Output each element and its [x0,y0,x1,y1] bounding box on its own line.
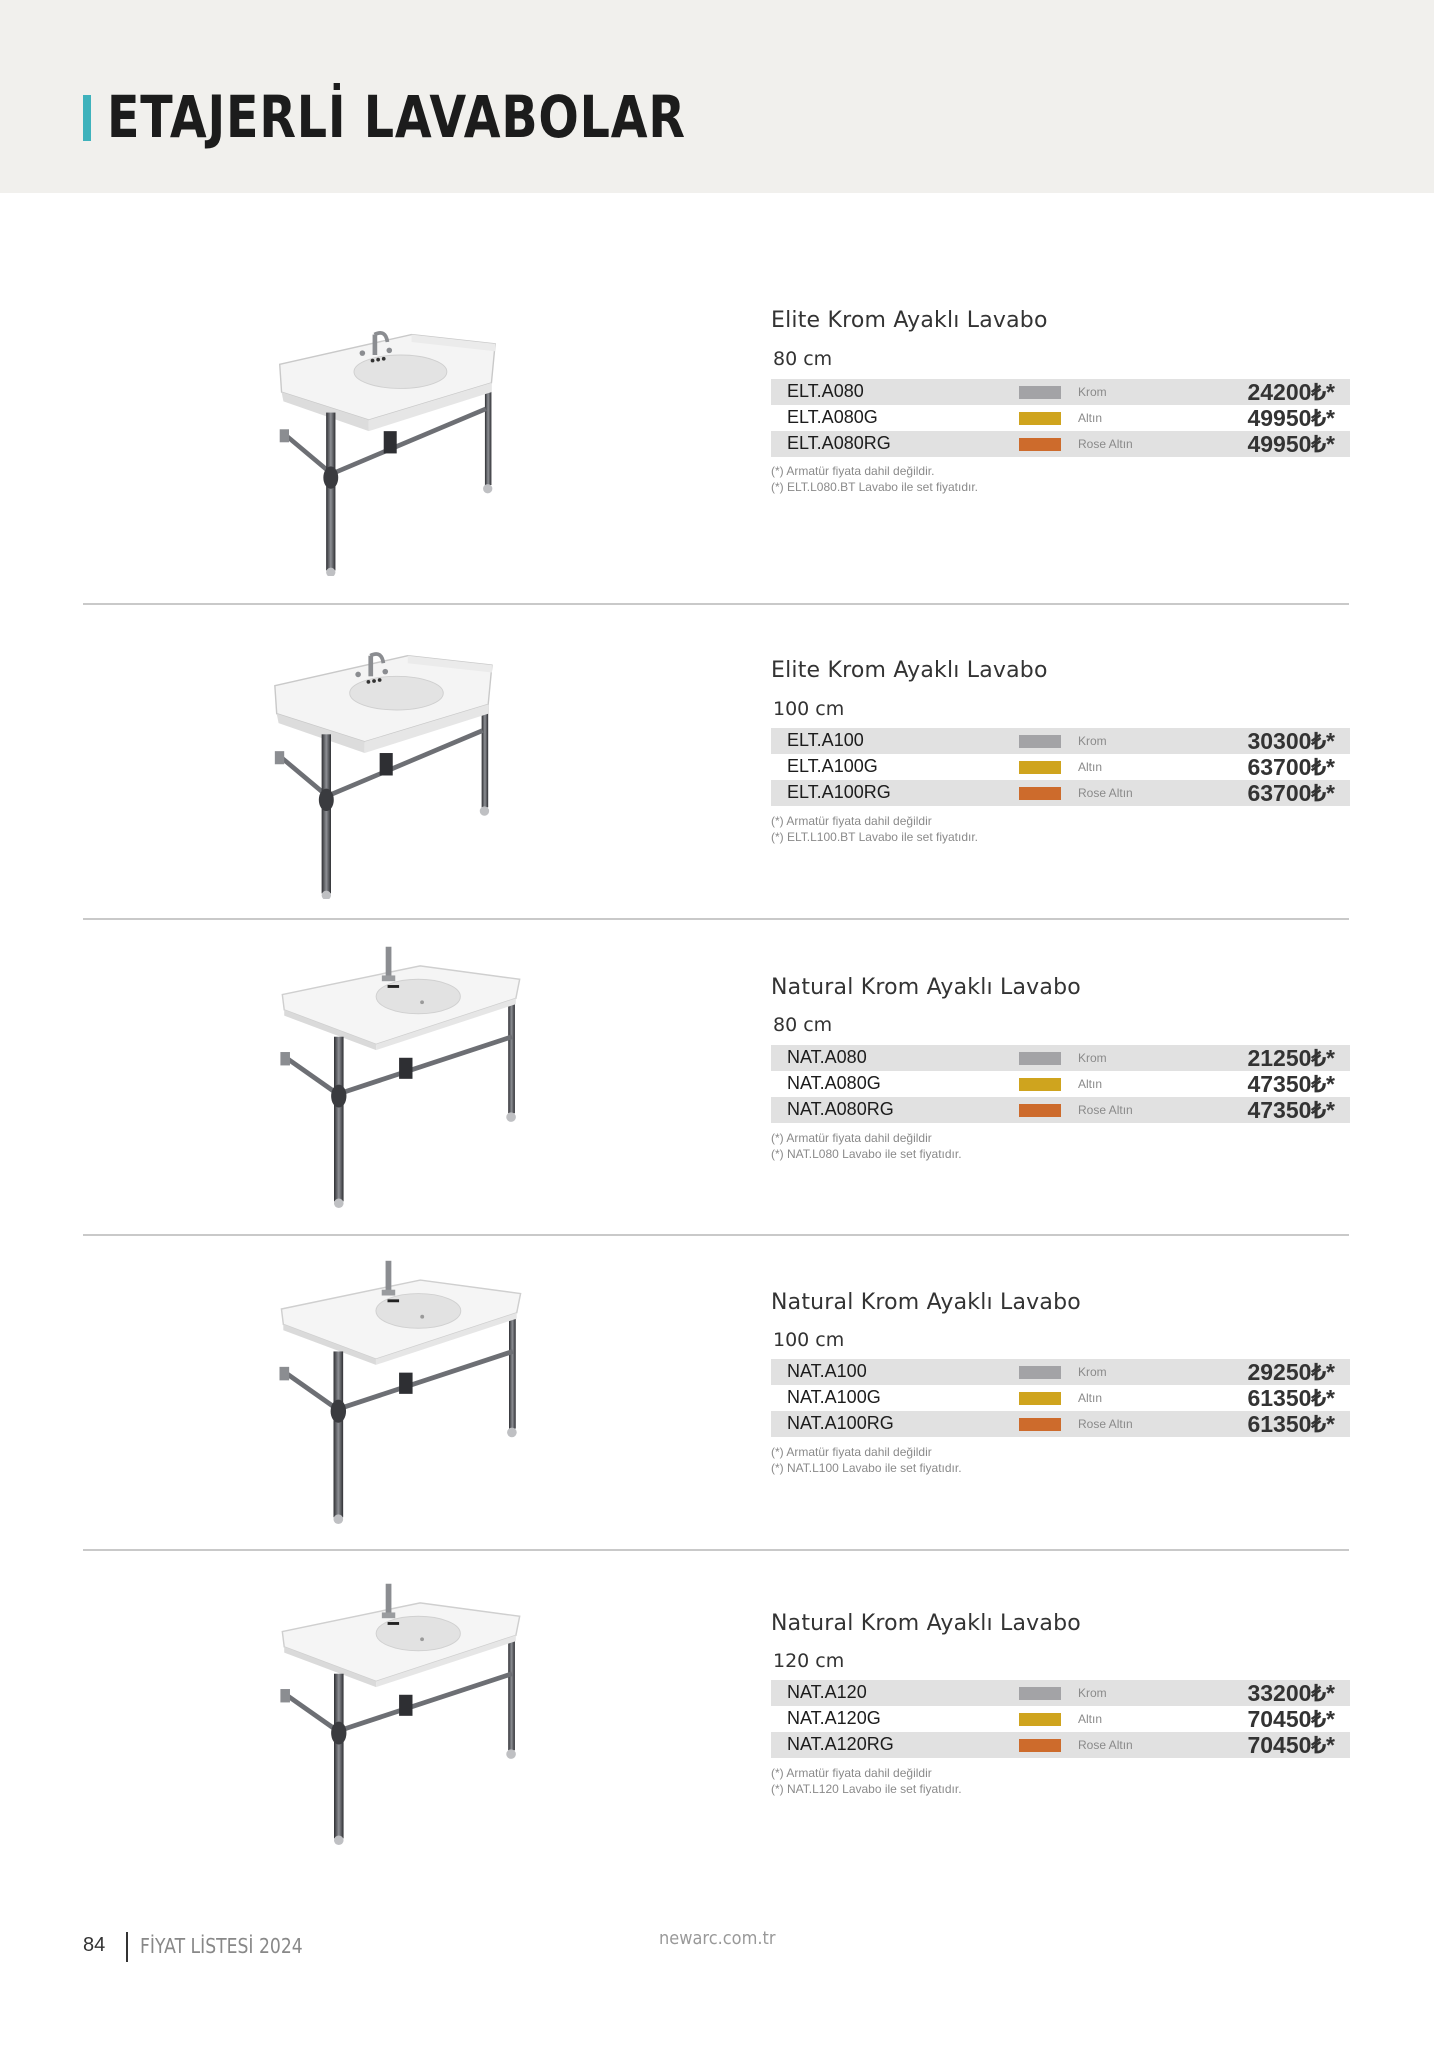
product-name: Natural Krom Ayaklı Lavabo [771,975,1081,1000]
price: 30300₺* [1247,728,1335,754]
product-code: ELT.A080 [787,381,864,401]
altin-swatch [1019,1078,1061,1091]
altin-swatch [1019,412,1061,425]
section-divider [83,1234,1349,1236]
product-code: ELT.A080RG [787,433,891,453]
price-row [771,1732,1350,1758]
natural-basin-icon [268,941,534,1209]
product-code: NAT.A100G [787,1387,881,1407]
price-row [771,1680,1350,1706]
footnotes [771,1444,962,1476]
price: 33200₺* [1247,1680,1335,1706]
header-band [0,0,1434,193]
rose-swatch [1019,1418,1061,1431]
krom-swatch [1019,386,1061,399]
color-name: Rose Altın [1078,1103,1133,1117]
color-name: Krom [1078,385,1107,399]
footnote: (*) NAT.L120 Lavabo ile set fiyatıdır. [771,1782,962,1796]
color-name: Altın [1078,1391,1103,1405]
price-row [771,1411,1350,1437]
color-name: Rose Altın [1078,1738,1133,1752]
page-number: 84 [83,1934,106,1956]
footer-website: newarc.com.tr [659,1928,776,1949]
price-row [771,1097,1350,1123]
product-size: 120 cm [773,1650,845,1672]
product-name: Natural Krom Ayaklı Lavabo [771,1290,1081,1315]
footer-divider [126,1932,128,1962]
product-code: ELT.A100 [787,730,864,750]
color-name: Krom [1078,1365,1107,1379]
price: 49950₺* [1247,431,1335,457]
footnote: (*) Armatür fiyata dahil değildir [771,1445,932,1459]
product-code: NAT.A080G [787,1073,881,1093]
price: 47350₺* [1247,1071,1335,1097]
footnote: (*) ELT.L100.BT Lavabo ile set fiyatıdır. [771,830,978,844]
footer-title: FİYAT LİSTESİ 2024 [140,1934,303,1958]
price: 47350₺* [1247,1097,1335,1123]
product-name: Elite Krom Ayaklı Lavabo [771,308,1048,333]
price-row [771,754,1350,780]
price-table [771,1680,1350,1758]
natural-basin-icon [268,1255,534,1525]
product-size: 100 cm [773,698,845,720]
color-name: Altın [1078,1712,1103,1726]
section-divider [83,1549,1349,1551]
rose-swatch [1019,1104,1061,1117]
footnote: (*) Armatür fiyata dahil değildir [771,814,932,828]
product-name: Elite Krom Ayaklı Lavabo [771,658,1048,683]
price-table [771,728,1350,806]
page-title: ETAJERLİ LAVABOLAR [107,83,686,151]
altin-swatch [1019,1713,1061,1726]
price-row [771,431,1350,457]
color-name: Krom [1078,734,1107,748]
footnote: (*) Armatür fiyata dahil değildir. [771,464,935,478]
price: 29250₺* [1247,1359,1335,1385]
product-code: NAT.A080 [787,1047,867,1067]
price: 70450₺* [1247,1706,1335,1732]
krom-swatch [1019,1052,1061,1065]
price: 21250₺* [1247,1045,1335,1071]
elite-basin-icon [266,316,520,576]
product-code: NAT.A100RG [787,1413,894,1433]
price-row [771,1385,1350,1411]
footnote: (*) Armatür fiyata dahil değildir [771,1131,932,1145]
color-name: Altın [1078,411,1103,425]
price-row [771,1045,1350,1071]
product-code: NAT.A100 [787,1361,867,1381]
price: 24200₺* [1247,379,1335,405]
price: 63700₺* [1247,754,1335,780]
footnotes [771,1130,962,1162]
title-accent-bar [83,95,91,141]
footnotes [771,1765,962,1797]
color-name: Rose Altın [1078,1417,1133,1431]
footnotes [771,463,978,495]
product-code: ELT.A100RG [787,782,891,802]
footnote: (*) Armatür fiyata dahil değildir [771,1766,932,1780]
altin-swatch [1019,761,1061,774]
price-row [771,728,1350,754]
section-divider [83,603,1349,605]
footnotes [771,813,978,845]
natural-basin-icon [268,1578,534,1846]
product-code: ELT.A100G [787,756,878,776]
product-name: Natural Krom Ayaklı Lavabo [771,1611,1081,1636]
color-name: Rose Altın [1078,786,1133,800]
price-row [771,1071,1350,1097]
price-table [771,379,1350,457]
rose-swatch [1019,787,1061,800]
product-size: 80 cm [773,1014,833,1036]
color-name: Krom [1078,1686,1107,1700]
krom-swatch [1019,735,1061,748]
krom-swatch [1019,1687,1061,1700]
product-size: 80 cm [773,348,833,370]
footnote: (*) NAT.L100 Lavabo ile set fiyatıdır. [771,1461,962,1475]
color-name: Altın [1078,760,1103,774]
product-code: ELT.A080G [787,407,878,427]
price: 49950₺* [1247,405,1335,431]
color-name: Rose Altın [1078,437,1133,451]
footnote: (*) ELT.L080.BT Lavabo ile set fiyatıdır. [771,480,978,494]
product-code: NAT.A120 [787,1682,867,1702]
price-row [771,1359,1350,1385]
price-row [771,379,1350,405]
color-name: Krom [1078,1051,1107,1065]
rose-swatch [1019,1739,1061,1752]
product-code: NAT.A120RG [787,1734,894,1754]
rose-swatch [1019,438,1061,451]
price: 70450₺* [1247,1732,1335,1758]
price: 61350₺* [1247,1385,1335,1411]
product-size: 100 cm [773,1329,845,1351]
footnote: (*) NAT.L080 Lavabo ile set fiyatıdır. [771,1147,962,1161]
section-divider [83,918,1349,920]
elite-basin-icon [262,637,516,899]
altin-swatch [1019,1392,1061,1405]
price-table [771,1359,1350,1437]
price: 61350₺* [1247,1411,1335,1437]
color-name: Altın [1078,1077,1103,1091]
krom-swatch [1019,1366,1061,1379]
price-row [771,405,1350,431]
product-code: NAT.A080RG [787,1099,894,1119]
price: 63700₺* [1247,780,1335,806]
price-row [771,1706,1350,1732]
price-table [771,1045,1350,1123]
product-code: NAT.A120G [787,1708,881,1728]
price-row [771,780,1350,806]
